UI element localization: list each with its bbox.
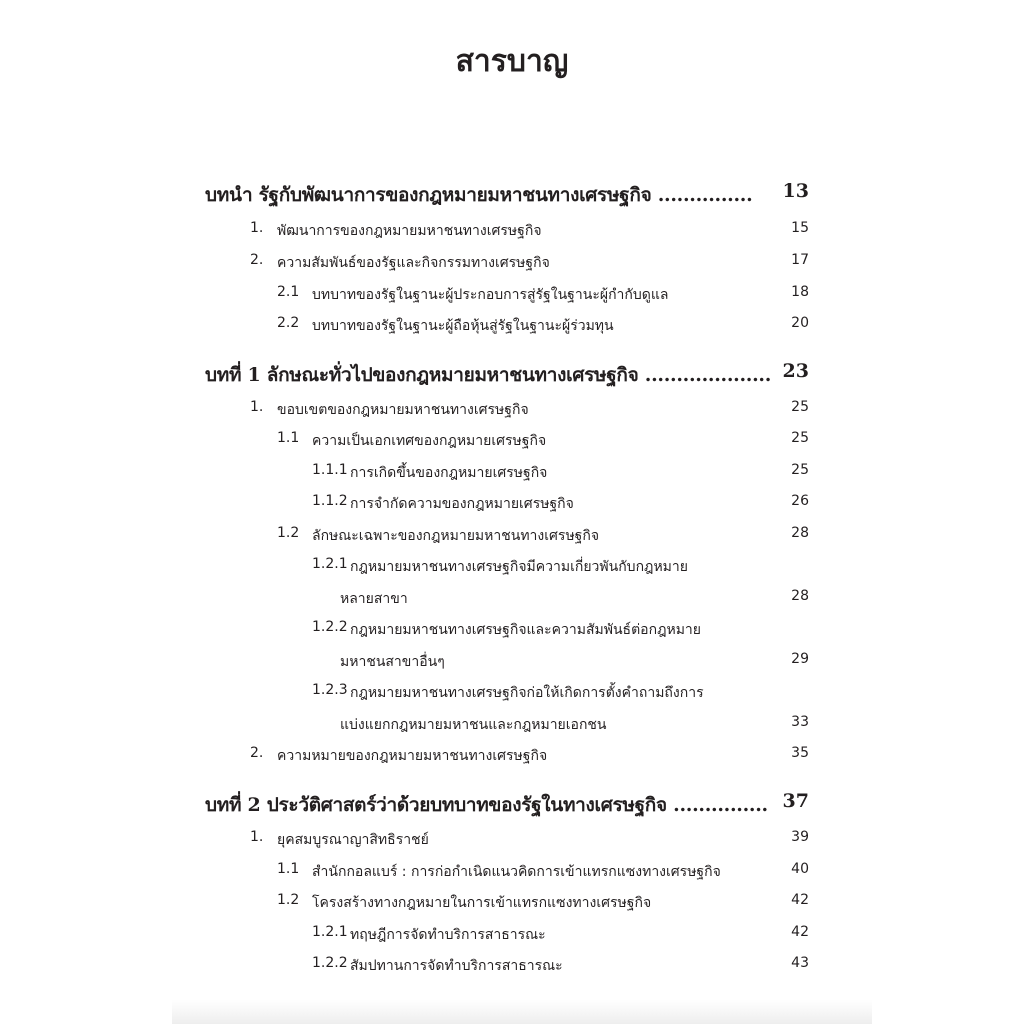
toc-entry[interactable]	[0, 220, 1024, 252]
toc-entry[interactable]	[0, 493, 1024, 525]
page-number: 29	[791, 651, 809, 667]
page-number: 25	[791, 430, 809, 446]
entry-number: 1.1	[277, 430, 300, 446]
page-edge-shadow	[172, 1000, 872, 1024]
page-number: 35	[791, 745, 809, 761]
entry-text: ยุคสมบูรณาญาสิทธิราชย์	[277, 832, 429, 848]
entry-number: 2.1	[277, 284, 300, 300]
page-number: 43	[791, 955, 809, 971]
page-number: 25	[791, 399, 809, 415]
entry-number: 1.2.2	[312, 619, 348, 635]
page-number: 25	[791, 462, 809, 478]
toc-chapter-1[interactable]	[0, 360, 1024, 392]
toc-entry-continuation[interactable]	[0, 651, 1024, 683]
entry-number: 1.1.1	[312, 462, 348, 478]
entry-text: ความหมายของกฎหมายมหาชนทางเศรษฐกิจ	[277, 748, 548, 764]
entry-text: บทบาทของรัฐในฐานะผู้ประกอบการสู่รัฐในฐานะผู้กำกับดูแล	[312, 287, 669, 303]
page-number: 33	[791, 714, 809, 730]
toc-chapter-intro[interactable]	[0, 180, 1024, 212]
entry-text: พัฒนาการของกฎหมายมหาชนทางเศรษฐกิจ	[277, 223, 542, 239]
page-number: 42	[791, 892, 809, 908]
entry-number: 1.	[250, 829, 264, 845]
toc-entry[interactable]	[0, 745, 1024, 777]
entry-text: กฎหมายมหาชนทางเศรษฐกิจและความสัมพันธ์ต่อกฎหมาย	[350, 622, 701, 638]
entry-number: 1.1	[277, 861, 300, 877]
page-number: 20	[791, 315, 809, 331]
toc-entry[interactable]	[0, 861, 1024, 893]
page-number: 13	[782, 180, 809, 202]
toc-chapter-2[interactable]	[0, 790, 1024, 822]
entry-number: 1.	[250, 220, 264, 236]
entry-number: 1.2.3	[312, 682, 348, 698]
entry-text: ทฤษฎีการจัดทำบริการสาธารณะ	[350, 927, 546, 943]
page-number: 17	[791, 252, 809, 268]
toc-entry[interactable]	[0, 619, 1024, 651]
page-number: 28	[791, 588, 809, 604]
toc-entry[interactable]	[0, 556, 1024, 588]
entry-text: แบ่งแยกกฎหมายมหาชนและกฎหมายเอกชน	[340, 717, 607, 733]
page-number: 26	[791, 493, 809, 509]
toc-entry[interactable]	[0, 955, 1024, 987]
chapter-title: บทที่ 1 ลักษณะทั่วไปของกฎหมายมหาชนทางเศรษฐกิจ ....................	[205, 364, 772, 386]
chapter-title: บทที่ 2 ประวัติศาสตร์ว่าด้วยบทบาทของรัฐในทางเศรษฐกิจ ...............	[205, 794, 768, 816]
page-number: 37	[782, 790, 809, 812]
toc-entry[interactable]	[0, 315, 1024, 347]
page-number: 39	[791, 829, 809, 845]
entry-number: 1.2.1	[312, 924, 348, 940]
entry-text: การเกิดขึ้นของกฎหมายเศรษฐกิจ	[350, 465, 548, 481]
entry-number: 1.1.2	[312, 493, 348, 509]
entry-text: โครงสร้างทางกฎหมายในการเข้าแทรกแซงทางเศรษฐกิจ	[312, 895, 652, 911]
toc-entry-continuation[interactable]	[0, 714, 1024, 746]
entry-number: 2.	[250, 252, 264, 268]
toc-entry[interactable]	[0, 924, 1024, 956]
toc-entry[interactable]	[0, 525, 1024, 557]
toc-entry[interactable]	[0, 892, 1024, 924]
toc-entry-continuation[interactable]	[0, 588, 1024, 620]
entry-text: บทบาทของรัฐในฐานะผู้ถือหุ้นสู่รัฐในฐานะผู้ร่วมทุน	[312, 318, 614, 334]
entry-text: มหาชนสาขาอื่นๆ	[340, 654, 445, 670]
toc-entry[interactable]	[0, 430, 1024, 462]
page-number: 18	[791, 284, 809, 300]
toc-entry[interactable]	[0, 682, 1024, 714]
page-number: 42	[791, 924, 809, 940]
chapter-title: บทนำ รัฐกับพัฒนาการของกฎหมายมหาชนทางเศรษฐกิจ ...............	[205, 184, 753, 206]
entry-text: สำนักกอลแบร์ : การก่อกำเนิดแนวคิดการเข้าแทรกแซงทางเศรษฐกิจ	[312, 864, 721, 880]
toc-entry[interactable]	[0, 252, 1024, 284]
toc-entry[interactable]	[0, 399, 1024, 431]
entry-text: การจำกัดความของกฎหมายเศรษฐกิจ	[350, 496, 574, 512]
entry-number: 1.	[250, 399, 264, 415]
entry-text: ความสัมพันธ์ของรัฐและกิจกรรมทางเศรษฐกิจ	[277, 255, 550, 271]
page-number: 15	[791, 220, 809, 236]
toc-entry[interactable]	[0, 462, 1024, 494]
toc-entry[interactable]	[0, 284, 1024, 316]
page-number: 40	[791, 861, 809, 877]
entry-number: 2.2	[277, 315, 300, 331]
page-number: 23	[782, 360, 809, 382]
page-title: สารบาญ	[455, 44, 569, 79]
entry-number: 1.2	[277, 892, 300, 908]
toc-entry[interactable]	[0, 829, 1024, 861]
entry-text: กฎหมายมหาชนทางเศรษฐกิจมีความเกี่ยวพันกับกฎหมาย	[350, 559, 688, 575]
entry-number: 1.2.1	[312, 556, 348, 572]
entry-text: สัมปทานการจัดทำบริการสาธารณะ	[350, 958, 563, 974]
entry-number: 2.	[250, 745, 264, 761]
entry-number: 1.2.2	[312, 955, 348, 971]
entry-text: กฎหมายมหาชนทางเศรษฐกิจก่อให้เกิดการตั้งคำถามถึงการ	[350, 685, 704, 701]
page-number: 28	[791, 525, 809, 541]
entry-text: หลายสาขา	[340, 591, 408, 607]
entry-number: 1.2	[277, 525, 300, 541]
entry-text: ขอบเขตของกฎหมายมหาชนทางเศรษฐกิจ	[277, 402, 529, 418]
entry-text: ลักษณะเฉพาะของกฎหมายมหาชนทางเศรษฐกิจ	[312, 528, 600, 544]
entry-text: ความเป็นเอกเทศของกฎหมายเศรษฐกิจ	[312, 433, 547, 449]
